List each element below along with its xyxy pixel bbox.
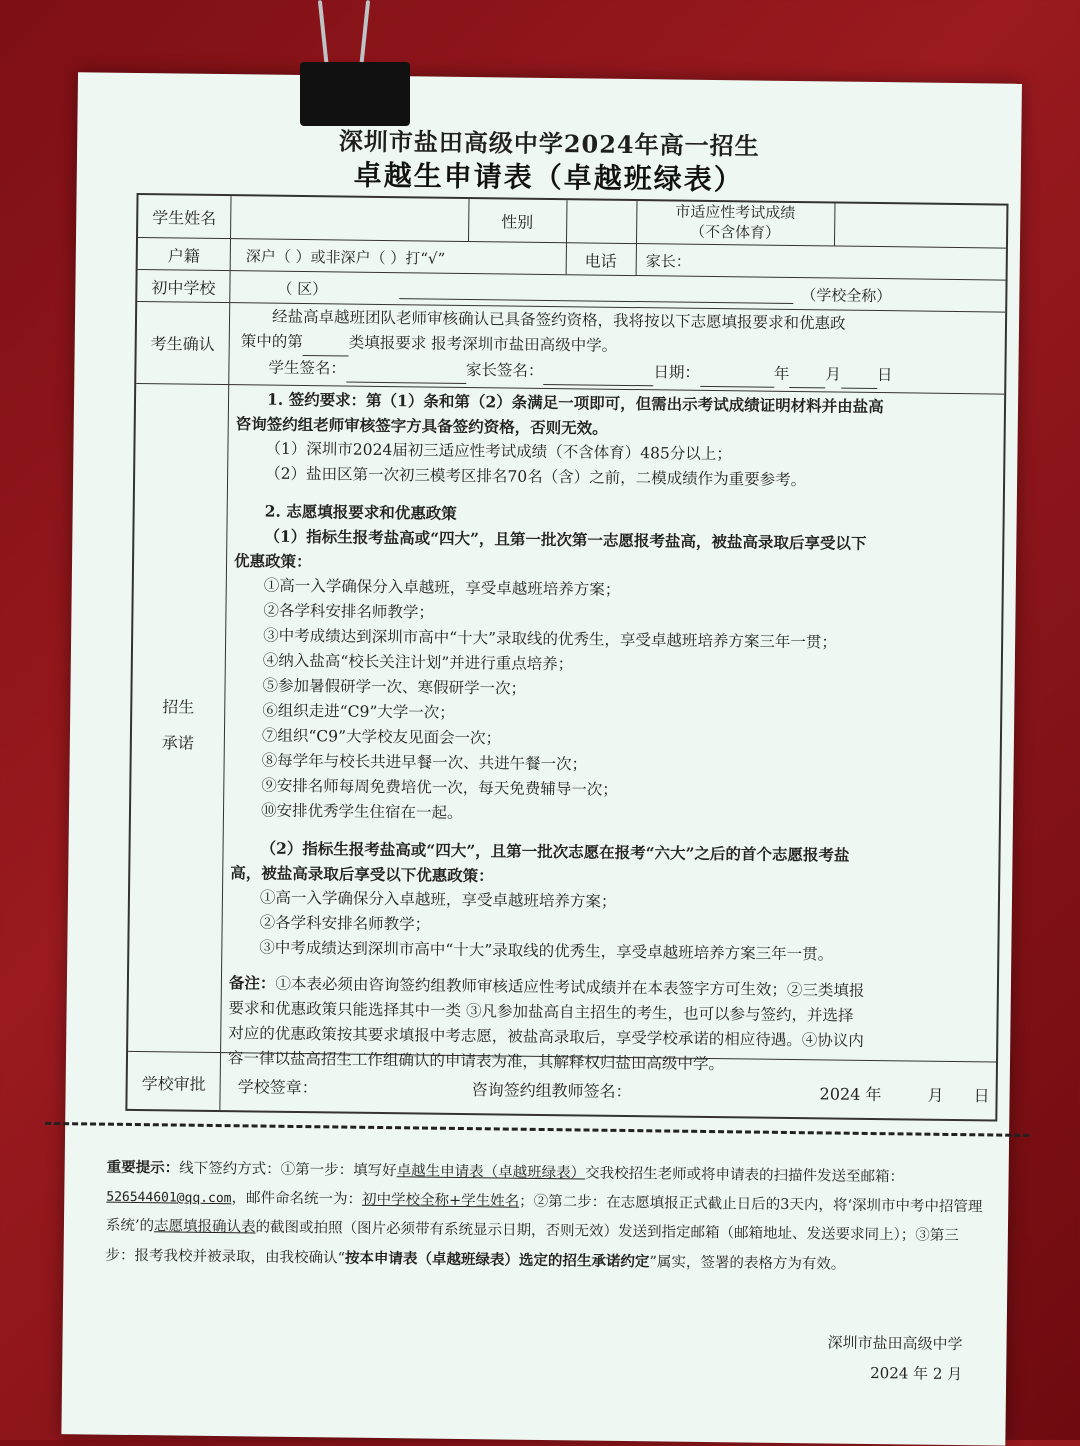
- approval-month: 月: [927, 1085, 944, 1105]
- signing-req-title: 1. 签约要求：第（1）条和第（2）条满足一项即可，但需出示考试成绩证明材料并由盐高: [266, 389, 884, 417]
- score-label-line1: 市适应性考试成绩: [675, 202, 796, 223]
- promise-content: [228, 386, 996, 1080]
- policy2-title-cont: 高，被盐高录取后享受以下优惠政策：: [230, 863, 494, 886]
- signing-req-title-cont: 咨询签约组老师审核签字方具备签约资格，否则无效。: [235, 414, 608, 438]
- confirm-line2-suffix: 类填报要求 报考深圳市盐田高级中学。: [348, 333, 618, 355]
- application-table: [125, 193, 1008, 1122]
- date-label: 日期：: [653, 363, 701, 382]
- policy1-item: ⑥组织走进“C9”大学一次；: [262, 701, 455, 722]
- policy1-title-cont: 优惠政策：: [233, 551, 312, 572]
- cut-line: [45, 1122, 1029, 1137]
- confirm-line1: 经盐高卓越班团队老师审核确认已具备签约资格，我将按以下志愿填报要求和优惠政: [271, 307, 846, 333]
- residence-label: 户籍: [167, 246, 200, 266]
- notice-t2: 交我校招生老师或将申请表的扫描件发: [585, 1165, 832, 1185]
- policy2-item: ①高一入学确保分入卓越班，享受卓越班培养方案；: [259, 888, 617, 911]
- footer-school: 深圳市盐田高级中学: [827, 1333, 963, 1354]
- notice-t5: ；②第二步：在志愿填报正式截止日后的3: [519, 1193, 790, 1214]
- remark-line4: 容一律以盐高招生工作组确认的申请表为准，其解释权归盐田高级中学。: [227, 1049, 725, 1074]
- approval-label: 学校审批: [141, 1074, 206, 1094]
- policy1-item: ⑧每学年与校长共进早餐一次、共进午餐一次；: [261, 751, 588, 774]
- notice-t6: 天内，将‘深圳市中考中招管理系统’的: [105, 1197, 983, 1235]
- student-name-field[interactable]: [231, 197, 467, 240]
- score-label: [636, 201, 834, 243]
- policy1-item: ⑨安排名师每周免费培优一次，每天免费辅导一次；: [261, 776, 618, 799]
- binder-clip: [300, 62, 410, 126]
- middle-school-label: 初中学校: [151, 278, 216, 298]
- policy2-item: ②各学科安排名师教学；: [259, 913, 431, 934]
- policy1-item: ①高一入学确保分入卓越班，享受卓越班培养方案；: [263, 576, 621, 599]
- day-label: 日: [876, 366, 893, 385]
- remark-line2: 要求和优惠政策只能选择其中一类 ③凡参加盐高自主招生的考生，也可以参与签约，并选择: [228, 999, 854, 1025]
- score-field[interactable]: [835, 204, 1005, 246]
- notice-t1: 线下签约方式：①第一步：填写好: [179, 1160, 397, 1180]
- policy1-item: ④纳入盐高“校长关注计划”并进行重点培养；: [262, 651, 574, 674]
- month-label: 月: [825, 365, 842, 384]
- gender-label: 性别: [501, 212, 534, 232]
- policy1-item: ⑩安排优秀学生住宿在一起。: [260, 801, 463, 822]
- phone-label: 电话: [584, 251, 617, 271]
- policy-title: 2. 志愿填报要求和优惠政策: [264, 501, 457, 523]
- policy1-title: （1）指标生报考盐高或“四大”，且第一批次第一志愿报考盐高，被盐高录取后享受以下: [264, 526, 867, 553]
- student-name-label: 学生姓名: [152, 208, 217, 228]
- parent-phone-field[interactable]: 家长：: [645, 252, 691, 271]
- school-seal-label[interactable]: 学校签章：: [237, 1077, 318, 1098]
- district-field[interactable]: （ 区）: [277, 279, 328, 299]
- footer-date: 2024 年 2 月: [870, 1364, 963, 1384]
- important-notice: [105, 1153, 986, 1282]
- notice-label: 重要提示：: [106, 1158, 180, 1177]
- student-signature-label: 学生签名：: [268, 358, 347, 378]
- policy2-item: ③中考成绩达到深圳市高中“十大”录取线的优秀生，享受卓越班培养方案三年一贯。: [259, 938, 834, 964]
- category-field[interactable]: [303, 330, 349, 357]
- application-form-paper: [61, 72, 1022, 1445]
- school-full-name-hint: （学校全称）: [801, 286, 892, 306]
- score-label-line2: （不含体育）: [690, 222, 781, 242]
- remark-label: 备注：: [228, 973, 276, 993]
- notice-mail-naming: 初中学校全称+学生姓名: [361, 1191, 520, 1210]
- remark-line3: 对应的优惠政策按其要求填报中考志愿，被盐高录取后，享受学校承诺的相应待遇。④协议内: [228, 1024, 864, 1050]
- residence-choice[interactable]: 深户（ ）或非深户（ ）打“√”: [245, 247, 446, 268]
- notice-t8-bold: 按本申请表（卓越班绿表）: [344, 1249, 520, 1269]
- notice-t3: 送至邮箱：: [831, 1168, 905, 1186]
- policy1-item: ②各学科安排名师教学；: [263, 601, 435, 622]
- promise-label-line2: 承诺: [161, 733, 194, 753]
- notice-form-name: 卓越生申请表（卓越班绿表）: [396, 1163, 586, 1182]
- policy2-title: （2）指标生报考盐高或“四大”，且第一批次志愿在报考“六大”之后的首个志愿报考盐: [260, 838, 850, 865]
- notice-confirm-table: 志愿填报确认表: [153, 1218, 256, 1236]
- day-field[interactable]: [841, 363, 877, 389]
- school-name-line[interactable]: [399, 298, 793, 304]
- signing-req-1: （1）深圳市2024届初三适应性考试成绩（不含体育）485分以上；: [265, 439, 732, 464]
- policy1-list: [231, 573, 994, 832]
- policy2-list: [229, 885, 990, 969]
- policy1-item: ⑦组织“C9”大学校友见面会一次；: [261, 726, 502, 748]
- confirm-label: 考生确认: [150, 334, 215, 354]
- promise-label: [132, 689, 225, 762]
- notice-t4: ，邮件命名统一为：: [231, 1190, 363, 1208]
- notice-line: [105, 1153, 986, 1282]
- gender-field[interactable]: [567, 201, 635, 242]
- parent-signature-field[interactable]: [543, 359, 653, 386]
- notice-t7: 的截图或拍照（图片必须带有系统显示日期，否则无效）发: [255, 1219, 633, 1241]
- policy1-item: ⑤参加暑假研学一次、寒假研学一次；: [262, 676, 527, 698]
- notice-t9-bold: 选定的招生承诺约定: [518, 1251, 650, 1271]
- notice-t9: ”属实，签署的表格方为有效。: [649, 1254, 846, 1273]
- parent-signature-label: 家长签名：: [465, 360, 544, 380]
- date-field[interactable]: [700, 361, 774, 388]
- notice-t8: 送到指定邮箱（邮箱地址、发送要求同上）；③第三步：报考我校并被录取，由我校确认“: [105, 1224, 959, 1267]
- form-title-line2: 卓越生申请表（卓越班绿表）: [353, 158, 744, 197]
- promise-label-line1: 招生: [162, 697, 195, 717]
- policy1-item: ③中考成绩达到深圳市高中“十大”录取线的优秀生，享受卓越班培养方案三年一贯；: [263, 626, 838, 652]
- teacher-signature-label[interactable]: 咨询签约组教师签名：: [471, 1080, 632, 1102]
- remark-text-1: ①本表必须由咨询签约组教师审核适应性考试成绩并在本表签字方可生效；②三类填报: [275, 974, 865, 1000]
- notice-email-link[interactable]: 526544601@qq.com: [106, 1189, 232, 1207]
- confirm-line2-prefix: 策中的第: [240, 332, 303, 351]
- signing-req-2: （2）盐田区第一次初三模考区排名70名（含）之前，二模成绩作为重要参考。: [265, 464, 807, 490]
- student-signature-field[interactable]: [346, 357, 466, 384]
- approval-year: 2024 年: [819, 1084, 882, 1105]
- confirm-text: [240, 304, 991, 390]
- year-label: 年: [773, 364, 790, 383]
- approval-day: 日: [973, 1086, 990, 1106]
- form-title-line1: 深圳市盐田高级中学2024年高一招生: [338, 126, 760, 161]
- month-field[interactable]: [789, 362, 825, 388]
